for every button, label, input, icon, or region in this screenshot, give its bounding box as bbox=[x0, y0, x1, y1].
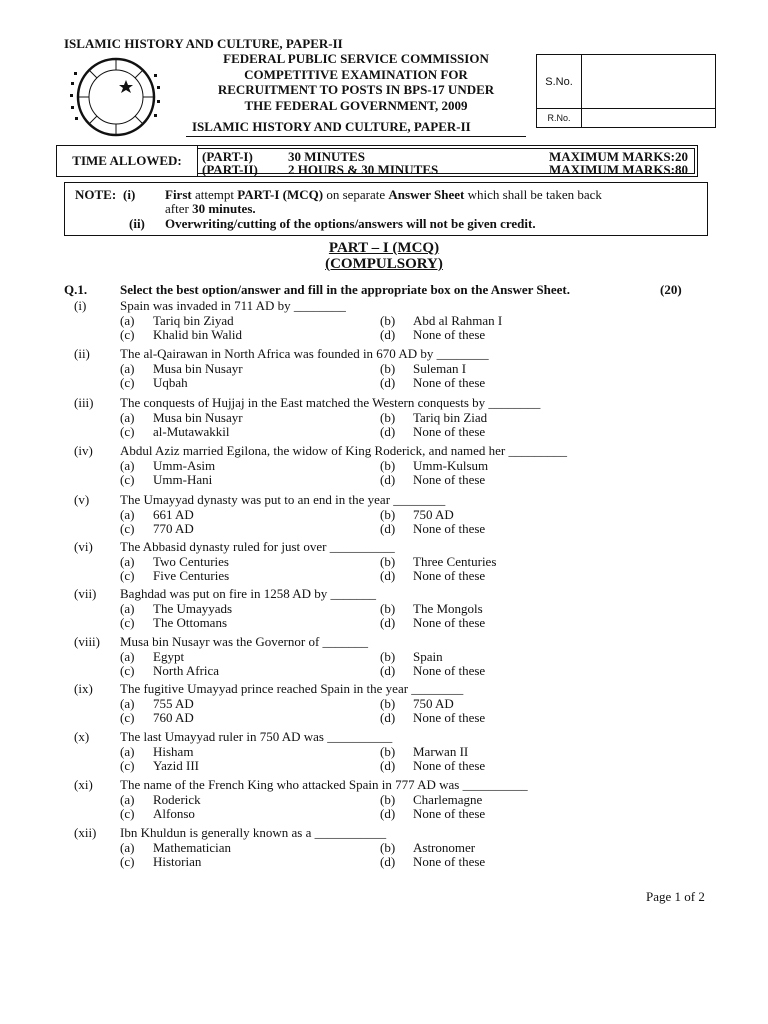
option-b: Astronomer bbox=[413, 840, 476, 855]
option-label: (a) bbox=[120, 649, 135, 664]
option-label: (c) bbox=[120, 758, 135, 773]
note-text: PART-I (MCQ) bbox=[237, 187, 324, 202]
serial-number-box bbox=[536, 54, 716, 128]
commission-line: FEDERAL PUBLIC SERVICE COMMISSION bbox=[223, 51, 489, 66]
part-subheading bbox=[0, 256, 768, 273]
option-d: None of these bbox=[413, 854, 486, 869]
option-label: (b) bbox=[380, 601, 396, 616]
question-stem: Ibn Khuldun is generally known as a ___________ bbox=[120, 825, 387, 840]
question-marks: (20) bbox=[660, 282, 682, 297]
option-d: None of these bbox=[413, 424, 486, 439]
option-label: (d) bbox=[380, 758, 396, 773]
option-b: 750 AD bbox=[413, 696, 454, 711]
commission-heading bbox=[186, 51, 526, 113]
option-b: Three Centuries bbox=[413, 554, 497, 569]
option-c: al-Mutawakkil bbox=[153, 424, 230, 439]
option-label: (d) bbox=[380, 710, 396, 725]
option-label: (d) bbox=[380, 806, 396, 821]
sno-label: S.No. bbox=[537, 55, 582, 109]
note-text: Answer Sheet bbox=[388, 187, 465, 202]
option-label: (b) bbox=[380, 554, 396, 569]
option-c: The Ottomans bbox=[153, 615, 228, 630]
note-box bbox=[64, 182, 708, 236]
question-number: Q.1. bbox=[64, 282, 88, 297]
option-label: (c) bbox=[120, 424, 135, 439]
commission-line: RECRUITMENT TO POSTS IN BPS-17 UNDER bbox=[217, 82, 495, 97]
option-d: None of these bbox=[413, 710, 486, 725]
note-ii-text: Overwriting/cutting of the options/answers will not be given credit. bbox=[165, 216, 536, 231]
question-number: (iv) bbox=[74, 443, 93, 458]
option-a: The Umayyads bbox=[153, 601, 233, 616]
time-allowed-label: TIME ALLOWED: bbox=[57, 146, 198, 176]
option-label: (d) bbox=[380, 663, 396, 678]
option-b: Abd al Rahman I bbox=[413, 313, 503, 328]
option-a: Umm-Asim bbox=[153, 458, 216, 473]
option-b: Suleman I bbox=[413, 361, 467, 376]
option-label: (a) bbox=[120, 840, 135, 855]
option-b: Umm-Kulsum bbox=[413, 458, 489, 473]
option-label: (d) bbox=[380, 568, 396, 583]
note-text: 30 minutes. bbox=[192, 201, 256, 216]
option-c: Alfonso bbox=[153, 806, 195, 821]
option-label: (d) bbox=[380, 854, 396, 869]
option-a: 661 AD bbox=[153, 507, 194, 522]
option-label: (b) bbox=[380, 410, 396, 425]
option-label: (d) bbox=[380, 327, 396, 342]
option-b: Marwan II bbox=[413, 744, 469, 759]
question-stem: Musa bin Nusayr was the Governor of _______ bbox=[120, 634, 369, 649]
option-label: (d) bbox=[380, 375, 396, 390]
question-stem: The fugitive Umayyad prince reached Spain in the year ________ bbox=[120, 681, 464, 696]
option-label: (b) bbox=[380, 649, 396, 664]
option-label: (b) bbox=[380, 313, 396, 328]
part-label: (PART-II) bbox=[202, 162, 258, 177]
option-label: (b) bbox=[380, 840, 396, 855]
question-number: (xii) bbox=[74, 825, 97, 840]
option-d: None of these bbox=[413, 806, 486, 821]
option-label: (b) bbox=[380, 792, 396, 807]
commission-line: THE FEDERAL GOVERNMENT, 2009 bbox=[244, 97, 468, 113]
option-a: 755 AD bbox=[153, 696, 194, 711]
option-d: None of these bbox=[413, 472, 486, 487]
option-label: (a) bbox=[120, 792, 135, 807]
note-text: attempt bbox=[191, 187, 238, 202]
duration: 2 HOURS & 30 MINUTES bbox=[288, 162, 439, 177]
note-text: First bbox=[165, 187, 192, 202]
option-d: None of these bbox=[413, 758, 486, 773]
option-b: 750 AD bbox=[413, 507, 454, 522]
option-label: (d) bbox=[380, 472, 396, 487]
note-ii-number: (ii) bbox=[129, 216, 145, 231]
max-marks: MAXIMUM MARKS:20 bbox=[548, 149, 688, 164]
time-allowed-box bbox=[56, 145, 698, 177]
option-a: Mathematician bbox=[153, 840, 231, 855]
option-label: (b) bbox=[380, 458, 396, 473]
option-a: Egypt bbox=[153, 649, 185, 664]
option-c: Uqbah bbox=[153, 375, 188, 390]
option-label: (a) bbox=[120, 601, 135, 616]
option-label: (b) bbox=[380, 696, 396, 711]
question-number: (xi) bbox=[74, 777, 93, 792]
option-label: (c) bbox=[120, 806, 135, 821]
question-stem: Spain was invaded in 711 AD by ________ bbox=[120, 298, 346, 313]
option-label: (c) bbox=[120, 327, 135, 342]
note-label: NOTE: bbox=[75, 187, 117, 202]
option-label: (c) bbox=[120, 568, 135, 583]
title-underline bbox=[186, 136, 526, 137]
option-a: Musa bin Nusayr bbox=[153, 361, 243, 376]
option-label: (a) bbox=[120, 410, 135, 425]
option-c: Historian bbox=[153, 854, 202, 869]
option-a: Tariq bin Ziyad bbox=[153, 313, 234, 328]
question-number: (ix) bbox=[74, 681, 93, 696]
option-b: The Mongols bbox=[413, 601, 483, 616]
option-d: None of these bbox=[413, 327, 486, 342]
question-number: (vi) bbox=[74, 539, 93, 554]
note-text: on separate bbox=[323, 187, 389, 202]
part-compulsory: (COMPULSORY) bbox=[325, 256, 443, 272]
note-text: which shall be taken back bbox=[464, 187, 602, 202]
option-a: Two Centuries bbox=[153, 554, 229, 569]
option-label: (a) bbox=[120, 696, 135, 711]
option-label: (b) bbox=[380, 361, 396, 376]
time-table bbox=[197, 148, 695, 177]
option-c: Khalid bin Walid bbox=[153, 327, 242, 342]
question-number: (ii) bbox=[74, 346, 90, 361]
question-number: (v) bbox=[74, 492, 90, 507]
question-number: (viii) bbox=[74, 634, 100, 649]
note-i-number: (i) bbox=[123, 187, 136, 202]
option-label: (d) bbox=[380, 424, 396, 439]
option-label: (b) bbox=[380, 507, 396, 522]
fpsc-emblem-icon bbox=[64, 52, 164, 142]
duration: 30 MINUTES bbox=[288, 149, 365, 164]
option-label: (a) bbox=[120, 554, 135, 569]
option-c: 760 AD bbox=[153, 710, 194, 725]
option-d: None of these bbox=[413, 663, 486, 678]
option-label: (c) bbox=[120, 663, 135, 678]
part-title: PART – I (MCQ) bbox=[328, 240, 440, 256]
option-d: None of these bbox=[413, 568, 486, 583]
option-label: (c) bbox=[120, 521, 135, 536]
question-stem: The al-Qairawan in North Africa was founded in 670 AD by ________ bbox=[120, 346, 489, 361]
part-label: (PART-I) bbox=[202, 149, 253, 164]
page-number: Page 1 of 2 bbox=[646, 889, 705, 904]
option-label: (c) bbox=[120, 854, 135, 869]
question-stem: Abdul Aziz married Egilona, the widow of King Roderick, and named her _________ bbox=[120, 443, 567, 458]
option-label: (b) bbox=[380, 744, 396, 759]
option-c: 770 AD bbox=[153, 521, 194, 536]
paper-subtitle: ISLAMIC HISTORY AND CULTURE, PAPER-II bbox=[192, 119, 471, 134]
question-stem: The name of the French King who attacked Spain in 777 AD was __________ bbox=[120, 777, 528, 792]
paper-title: ISLAMIC HISTORY AND CULTURE, PAPER-II bbox=[64, 36, 343, 51]
question-instruction: Select the best option/answer and fill in the appropriate box on the Answer Sheet. bbox=[120, 282, 570, 297]
option-label: (d) bbox=[380, 521, 396, 536]
option-d: None of these bbox=[413, 521, 486, 536]
option-b: Spain bbox=[413, 649, 443, 664]
question-stem: The conquests of Hujjaj in the East matched the Western conquests by ________ bbox=[120, 395, 541, 410]
option-c: North Africa bbox=[153, 663, 220, 678]
question-stem: The Umayyad dynasty was put to an end in the year ________ bbox=[120, 492, 446, 507]
option-b: Tariq bin Ziad bbox=[413, 410, 488, 425]
option-label: (c) bbox=[120, 375, 135, 390]
question-number: (vii) bbox=[74, 586, 97, 601]
option-label: (c) bbox=[120, 615, 135, 630]
option-label: (a) bbox=[120, 361, 135, 376]
option-d: None of these bbox=[413, 615, 486, 630]
option-a: Hisham bbox=[153, 744, 194, 759]
option-label: (a) bbox=[120, 507, 135, 522]
option-c: Yazid III bbox=[153, 758, 199, 773]
option-label: (d) bbox=[380, 615, 396, 630]
divider bbox=[581, 108, 715, 109]
note-text: after bbox=[165, 201, 193, 216]
commission-line: COMPETITIVE EXAMINATION FOR bbox=[244, 66, 468, 82]
option-label: (a) bbox=[120, 313, 135, 328]
rno-label: R.No. bbox=[537, 108, 582, 127]
question-number: (i) bbox=[74, 298, 87, 313]
question-stem: The Abbasid dynasty ruled for just over __________ bbox=[120, 539, 395, 554]
question-stem: The last Umayyad ruler in 750 AD was __________ bbox=[120, 729, 393, 744]
question-number: (x) bbox=[74, 729, 90, 744]
max-marks: MAXIMUM MARKS:80 bbox=[548, 162, 688, 177]
option-c: Five Centuries bbox=[153, 568, 230, 583]
question-stem: Baghdad was put on fire in 1258 AD by _______ bbox=[120, 586, 377, 601]
option-label: (a) bbox=[120, 458, 135, 473]
option-label: (c) bbox=[120, 710, 135, 725]
note-i-text-cont bbox=[165, 201, 256, 217]
option-d: None of these bbox=[413, 375, 486, 390]
option-b: Charlemagne bbox=[413, 792, 483, 807]
question-number: (iii) bbox=[74, 395, 94, 410]
part-heading bbox=[0, 240, 768, 257]
option-label: (c) bbox=[120, 472, 135, 487]
option-a: Musa bin Nusayr bbox=[153, 410, 243, 425]
option-c: Umm-Hani bbox=[153, 472, 213, 487]
option-label: (a) bbox=[120, 744, 135, 759]
option-a: Roderick bbox=[153, 792, 201, 807]
